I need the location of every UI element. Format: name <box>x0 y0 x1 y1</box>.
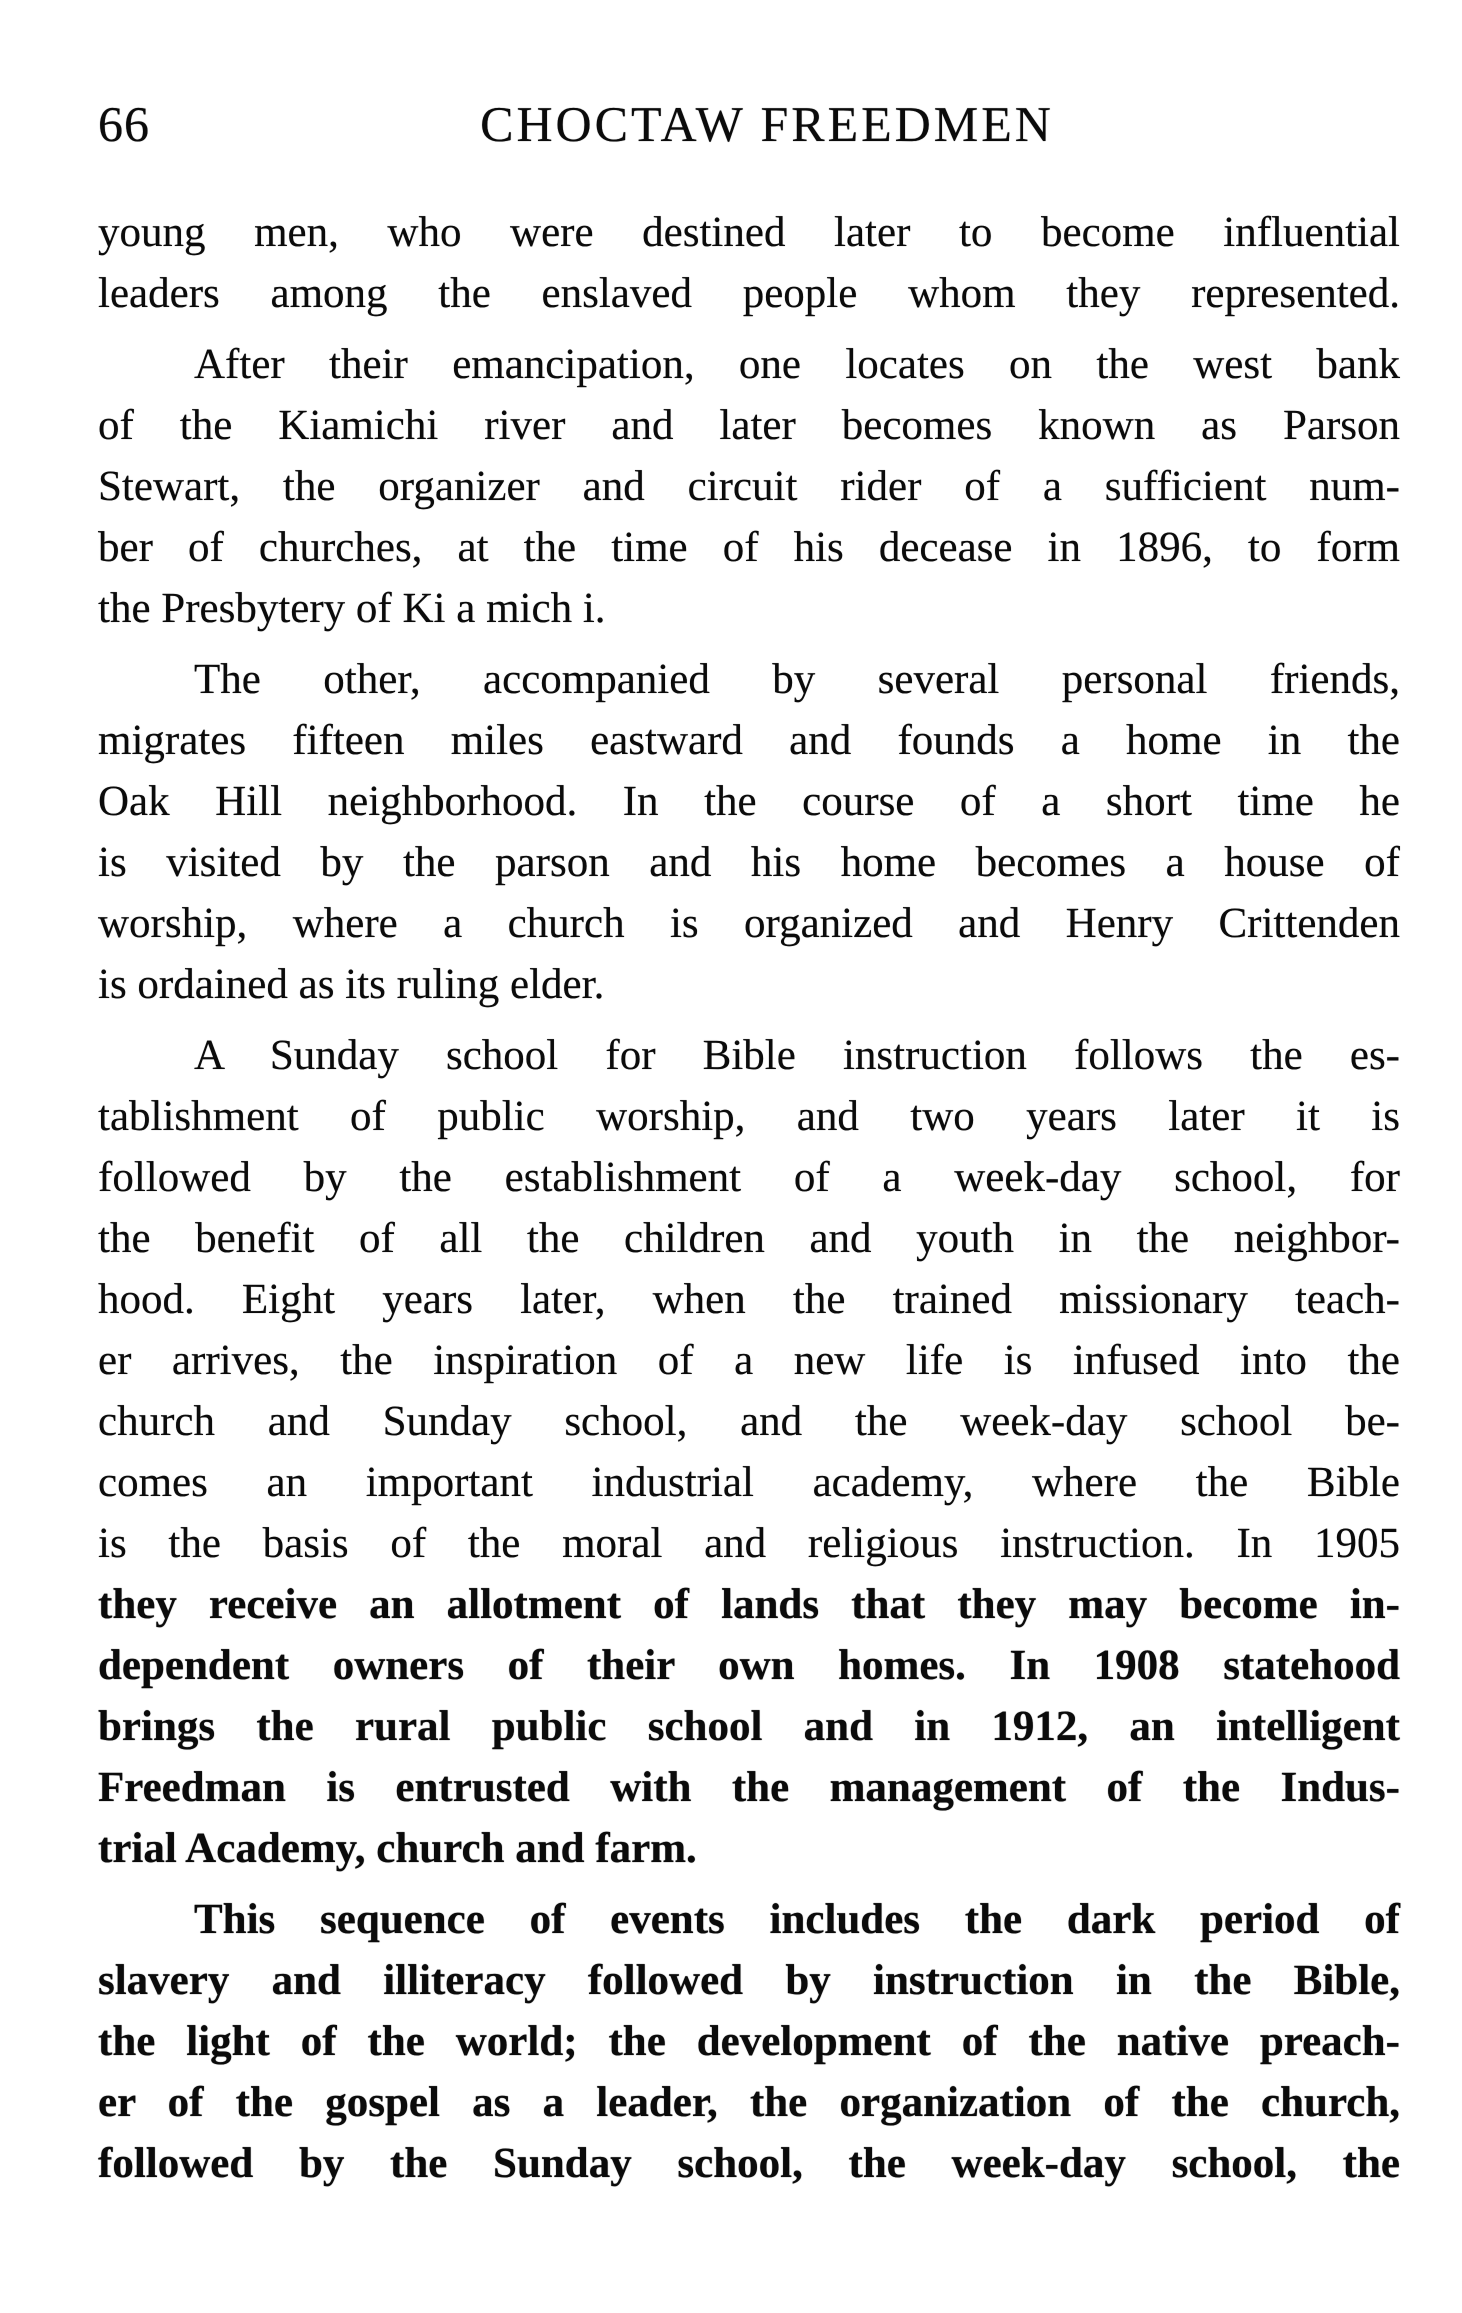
text-line: er arrives, the inspiration of a new life is infused into the <box>98 1337 1400 1384</box>
text-line: trial Academy, church and farm. <box>98 1825 697 1872</box>
text-line: church and Sunday school, and the week-day school be- <box>98 1398 1400 1445</box>
text-line: is visited by the parson and his home becomes a house of <box>98 839 1400 886</box>
text-line: migrates fifteen miles eastward and founds a home in the <box>98 717 1400 764</box>
text-line: leaders among the enslaved people whom they represented. <box>98 270 1400 317</box>
text-line: the light of the world; the development of the native preach- <box>98 2018 1400 2065</box>
page-number: 66 <box>98 96 150 152</box>
text-line: followed by the establishment of a week-day school, for <box>98 1154 1400 1201</box>
text-line: young men, who were destined later to become influential <box>98 209 1400 256</box>
text-line: the Presbytery of Ki a mich i. <box>98 585 606 632</box>
text-line: Freedman is entrusted with the management of the Indus- <box>98 1764 1400 1811</box>
text-line: the benefit of all the children and youth in the neighbor- <box>98 1215 1400 1262</box>
text-line: is the basis of the moral and religious instruction. In 1905 <box>98 1520 1400 1567</box>
text-line: brings the rural public school and in 1912, an intelligent <box>98 1703 1400 1750</box>
text-line: A Sunday school for Bible instruction follows the es- <box>194 1032 1400 1079</box>
text-line: dependent owners of their own homes. In 1908 statehood <box>98 1642 1400 1689</box>
text-line: they receive an allotment of lands that they may become in- <box>98 1581 1400 1628</box>
text-line: is ordained as its ruling elder. <box>98 961 605 1008</box>
text-line: worship, where a church is organized and Henry Crittenden <box>98 900 1400 947</box>
text-line: Stewart, the organizer and circuit rider of a sufficient num- <box>98 463 1400 510</box>
text-line: slavery and illiteracy followed by instruction in the Bible, <box>98 1957 1400 2004</box>
text-line: This sequence of events includes the dark period of <box>194 1896 1400 1943</box>
text-line: of the Kiamichi river and later becomes known as Parson <box>98 402 1400 449</box>
text-line: After their emancipation, one locates on the west bank <box>194 341 1400 388</box>
running-header <box>98 98 1400 150</box>
body-text <box>98 202 1400 2194</box>
text-line: Oak Hill neighborhood. In the course of a short time he <box>98 778 1400 825</box>
text-line: tablishment of public worship, and two years later it is <box>98 1093 1400 1140</box>
text-line: hood. Eight years later, when the trained missionary teach- <box>98 1276 1400 1323</box>
text-line: comes an important industrial academy, where the Bible <box>98 1459 1400 1506</box>
text-line: followed by the Sunday school, the week-day school, the <box>98 2140 1400 2187</box>
text-line: er of the gospel as a leader, the organization of the church, <box>98 2079 1400 2126</box>
text-line: ber of churches, at the time of his decease in 1896, to form <box>98 524 1400 571</box>
text-line: The other, accompanied by several personal friends, <box>194 656 1400 703</box>
running-head-title: CHOCTAW FREEDMEN <box>480 96 1054 152</box>
